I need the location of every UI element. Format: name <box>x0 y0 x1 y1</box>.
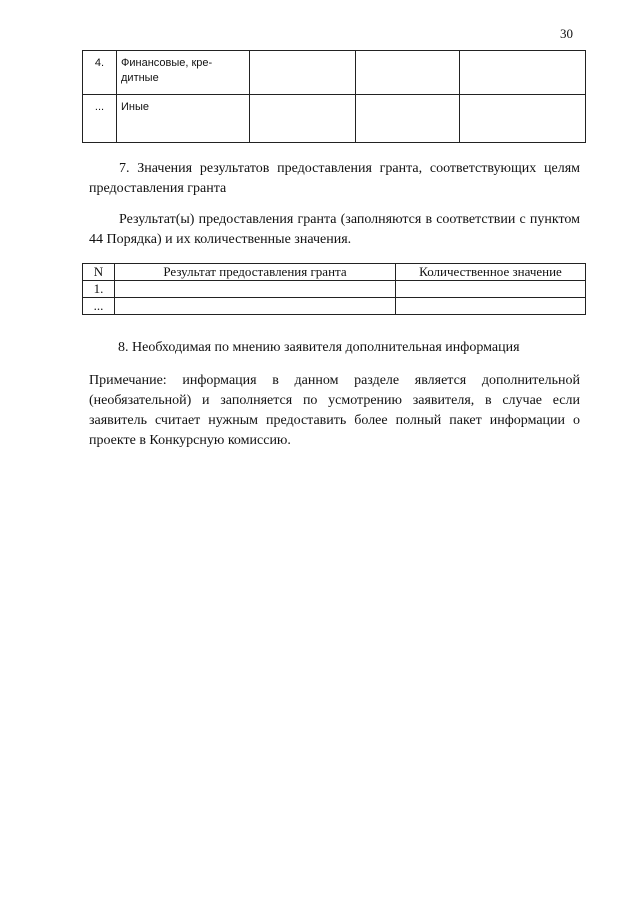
table-header-row <box>83 264 586 281</box>
section-7-heading: 7. Значения результатов предоставления гранта, соответствующих целям предоставления гранта <box>89 161 580 196</box>
empty-cell <box>356 51 460 95</box>
row-number: 4. <box>83 51 117 95</box>
empty-cell <box>460 95 586 143</box>
table-row <box>83 281 586 298</box>
note-paragraph: Примечание: информация в данном разделе является дополнительной (необязательной) и заполняется по усмотрению заявителя, в случае если заявитель считает нужным предоставить более полный пакет информации о проекте в Конкурсную комиссию. <box>89 373 580 448</box>
empty-cell <box>115 281 396 298</box>
column-header-result: Результат предоставления гранта <box>115 264 396 281</box>
row-name: Иные <box>117 95 250 143</box>
results-table <box>82 263 586 315</box>
empty-cell <box>250 51 356 95</box>
row-number: 1. <box>83 281 115 298</box>
row-name: Финансовые, кре- дитные <box>117 51 250 95</box>
row-number: ... <box>83 95 117 143</box>
empty-cell <box>396 281 586 298</box>
empty-cell <box>115 298 396 315</box>
row-number: ... <box>83 298 115 315</box>
page-number: 30 <box>560 26 573 41</box>
empty-cell <box>460 51 586 95</box>
financing-table <box>82 50 586 143</box>
section-8-heading: 8. Необходимая по мнению заявителя дополнительная информация <box>118 340 520 355</box>
table-row <box>83 95 586 143</box>
table-row <box>83 51 586 95</box>
empty-cell <box>396 298 586 315</box>
column-header-quantity: Количественное значение <box>396 264 586 281</box>
empty-cell <box>356 95 460 143</box>
column-header-number: N <box>83 264 115 281</box>
table-row <box>83 298 586 315</box>
empty-cell <box>250 95 356 143</box>
results-description: Результат(ы) предоставления гранта (заполняются в соответствии с пунктом 44 Порядка) и их количественные значения. <box>89 212 580 247</box>
